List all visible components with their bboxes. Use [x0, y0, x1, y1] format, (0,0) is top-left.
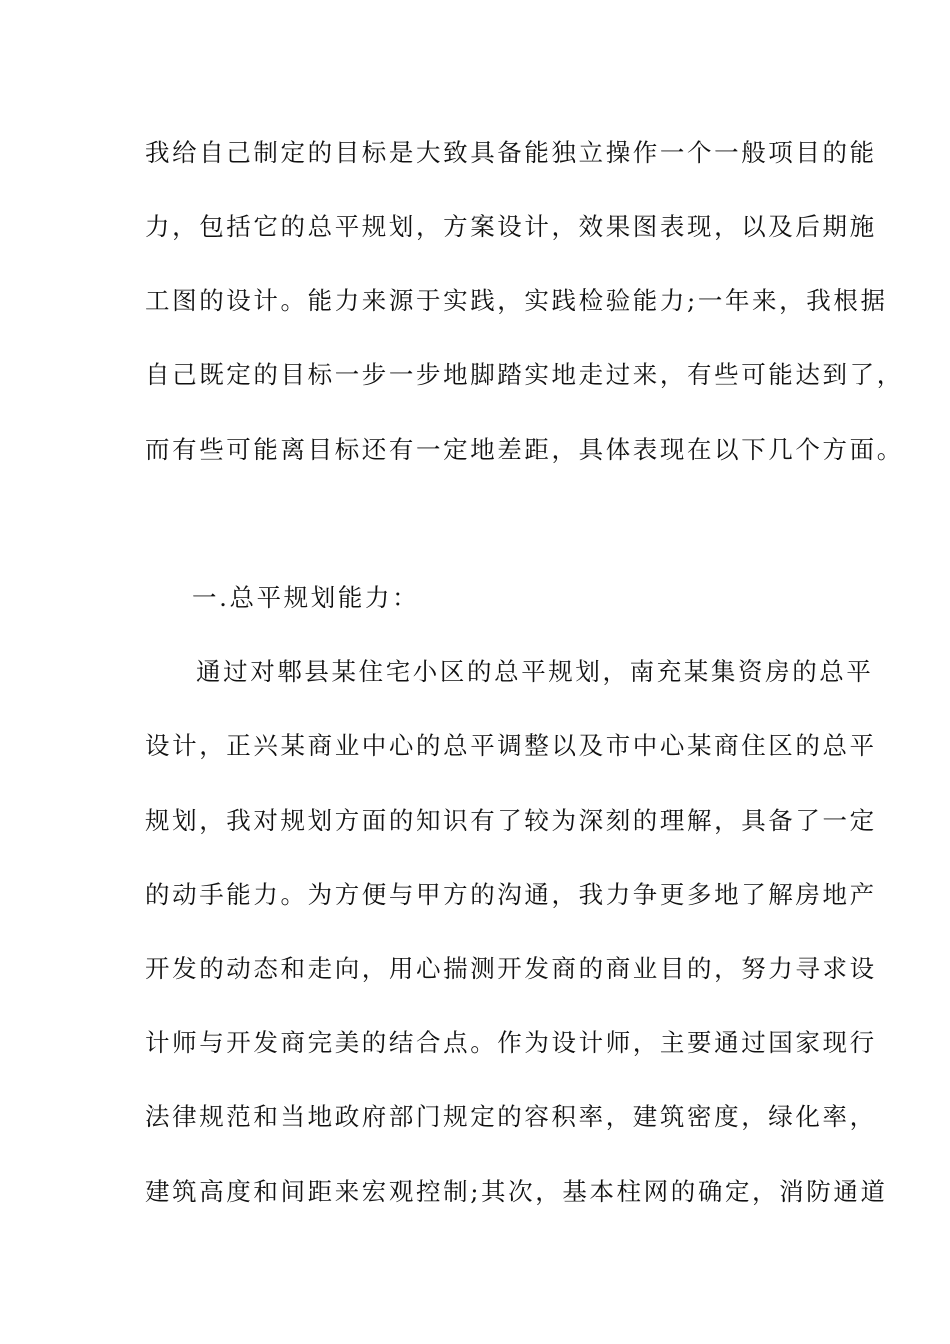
paragraph-2-line-6: 计师与开发商完美的结合点。作为设计师，主要通过国家现行 [145, 1028, 877, 1057]
paragraph-1-line-4: 自己既定的目标一步一步地脚踏实地走过来，有些可能达到了， [145, 360, 904, 389]
section-heading: 一.总平规划能力： [192, 583, 420, 612]
paragraph-1-line-1: 我给自己制定的目标是大致具备能独立操作一个一般项目的能 [145, 138, 877, 167]
paragraph-1-line-5: 而有些可能离目标还有一定地差距，具体表现在以下几个方面。 [145, 435, 904, 464]
paragraph-1-line-2: 力，包括它的总平规划，方案设计，效果图表现，以及后期施 [145, 212, 877, 241]
paragraph-2-line-2: 设计，正兴某商业中心的总平调整以及市中心某商住区的总平 [145, 731, 877, 760]
paragraph-2-line-4: 的动手能力。为方便与甲方的沟通，我力争更多地了解房地产 [145, 880, 877, 909]
paragraph-1-line-3: 工图的设计。能力来源于实践，实践检验能力;一年来，我根据 [145, 286, 888, 315]
paragraph-2-line-3: 规划，我对规划方面的知识有了较为深刻的理解，具备了一定 [145, 806, 877, 835]
paragraph-2-line-5: 开发的动态和走向，用心揣测开发商的商业目的，努力寻求设 [145, 954, 877, 983]
paragraph-2-line-7: 法律规范和当地政府部门规定的容积率，建筑密度，绿化率， [145, 1102, 877, 1131]
paragraph-2-line-1: 通过对郫县某住宅小区的总平规划，南充某集资房的总平 [196, 657, 874, 686]
paragraph-2-line-8: 建筑高度和间距来宏观控制;其次，基本柱网的确定，消防通道 [145, 1177, 888, 1206]
